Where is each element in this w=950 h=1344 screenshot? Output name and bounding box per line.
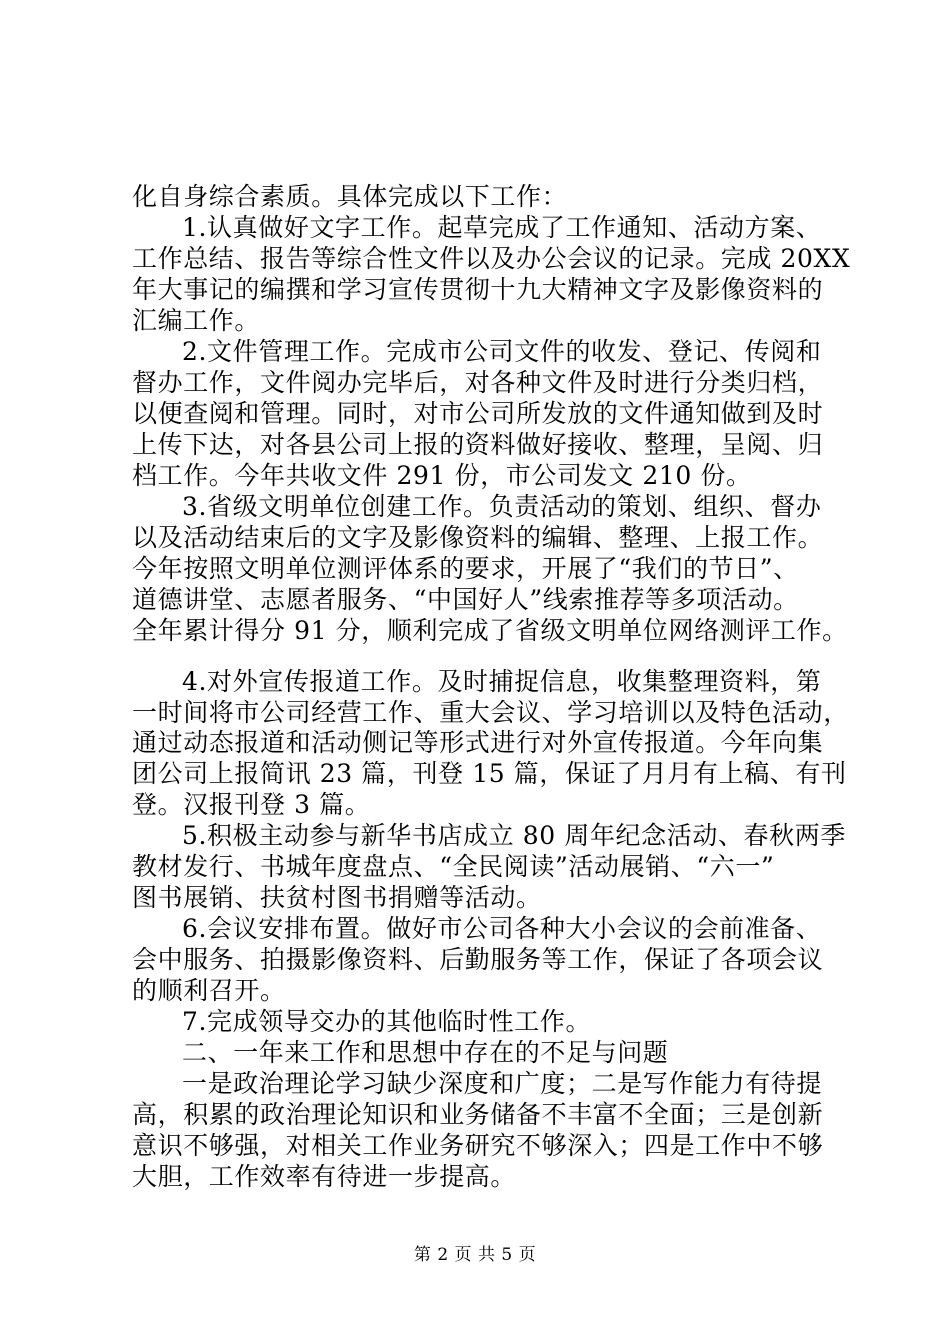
text-line: 的顺利召开。 [132,976,286,1005]
text-line: 道德讲堂、志愿者服务、“中国好人”线索推荐等多项活动。 [132,585,799,614]
text-line: 督办工作，文件阅办完毕后，对各种文件及时进行分类归档， [132,368,824,397]
text-line: 全年累计得分 91 分，顺利完成了省级文明单位网络测评工作。 [132,616,848,645]
text-line: 汇编工作。 [132,306,261,335]
text-line: 工作总结、报告等综合性文件以及办公会议的记录。完成 20XX [132,244,851,273]
text-line: 通过动态报道和活动侧记等形式进行对外宣传报道。今年向集 [132,728,824,757]
page-footer: 第 2 页 共 5 页 [413,1245,537,1265]
text-line: 5.积极主动参与新华书店成立 80 周年纪念活动、春秋两季 [182,821,846,850]
text-line: 大胆，工作效率有待进一步提高。 [132,1162,517,1191]
text-line: 6.会议安排布置。做好市公司各种大小会议的会前准备、 [182,914,822,943]
text-line: 一时间将市公司经营工作、重大会议、学习培训以及特色活动， [132,698,849,727]
text-line: 会中服务、拍摄影像资料、后勤服务等工作，保证了各项会议 [132,945,824,974]
text-line: 3.省级文明单位创建工作。负责活动的策划、组织、督办 [182,492,822,521]
text-line: 团公司上报简讯 23 篇，刊登 15 篇，保证了月月有上稿、有刊 [132,759,847,788]
text-line: 意识不够强，对相关工作业务研究不够深入；四是工作中不够 [132,1131,824,1160]
text-line: 2.文件管理工作。完成市公司文件的收发、登记、传阅和 [182,337,822,366]
text-line: 教材发行、书城年度盘点、“全民阅读”活动展销、“六一” [132,852,775,881]
text-line: 档工作。今年共收文件 291 份，市公司发文 210 份。 [132,461,752,490]
text-line: 年大事记的编撰和学习宣传贯彻十九大精神文字及影像资料的 [132,275,824,304]
text-line: 4.对外宣传报道工作。及时捕捉信息，收集整理资料，第 [182,667,822,696]
text-line: 7.完成领导交办的其他临时性工作。 [182,1007,592,1036]
section-heading: 二、一年来工作和思想中存在的不足与问题 [182,1038,669,1067]
text-line: 1.认真做好文字工作。起草完成了工作通知、活动方案、 [182,213,822,242]
text-line: 化自身综合素质。具体完成以下工作： [132,182,568,211]
text-line: 以便查阅和管理。同时，对市公司所发放的文件通知做到及时 [132,399,824,428]
text-line: 图书展销、扶贫村图书捐赠等活动。 [132,883,542,912]
text-line: 一是政治理论学习缺少深度和广度；二是写作能力有待提 [182,1069,823,1098]
text-line: 以及活动结束后的文字及影像资料的编辑、整理、上报工作。 [132,523,824,552]
text-line: 今年按照文明单位测评体系的要求，开展了“我们的节日”、 [132,554,799,583]
text-line: 登。汉报刊登 3 篇。 [132,790,371,819]
text-line: 高，积累的政治理论知识和业务储备不丰富不全面；三是创新 [132,1100,824,1129]
text-line: 上传下达，对各县公司上报的资料做好接收、整理，呈阅、归 [132,430,824,459]
